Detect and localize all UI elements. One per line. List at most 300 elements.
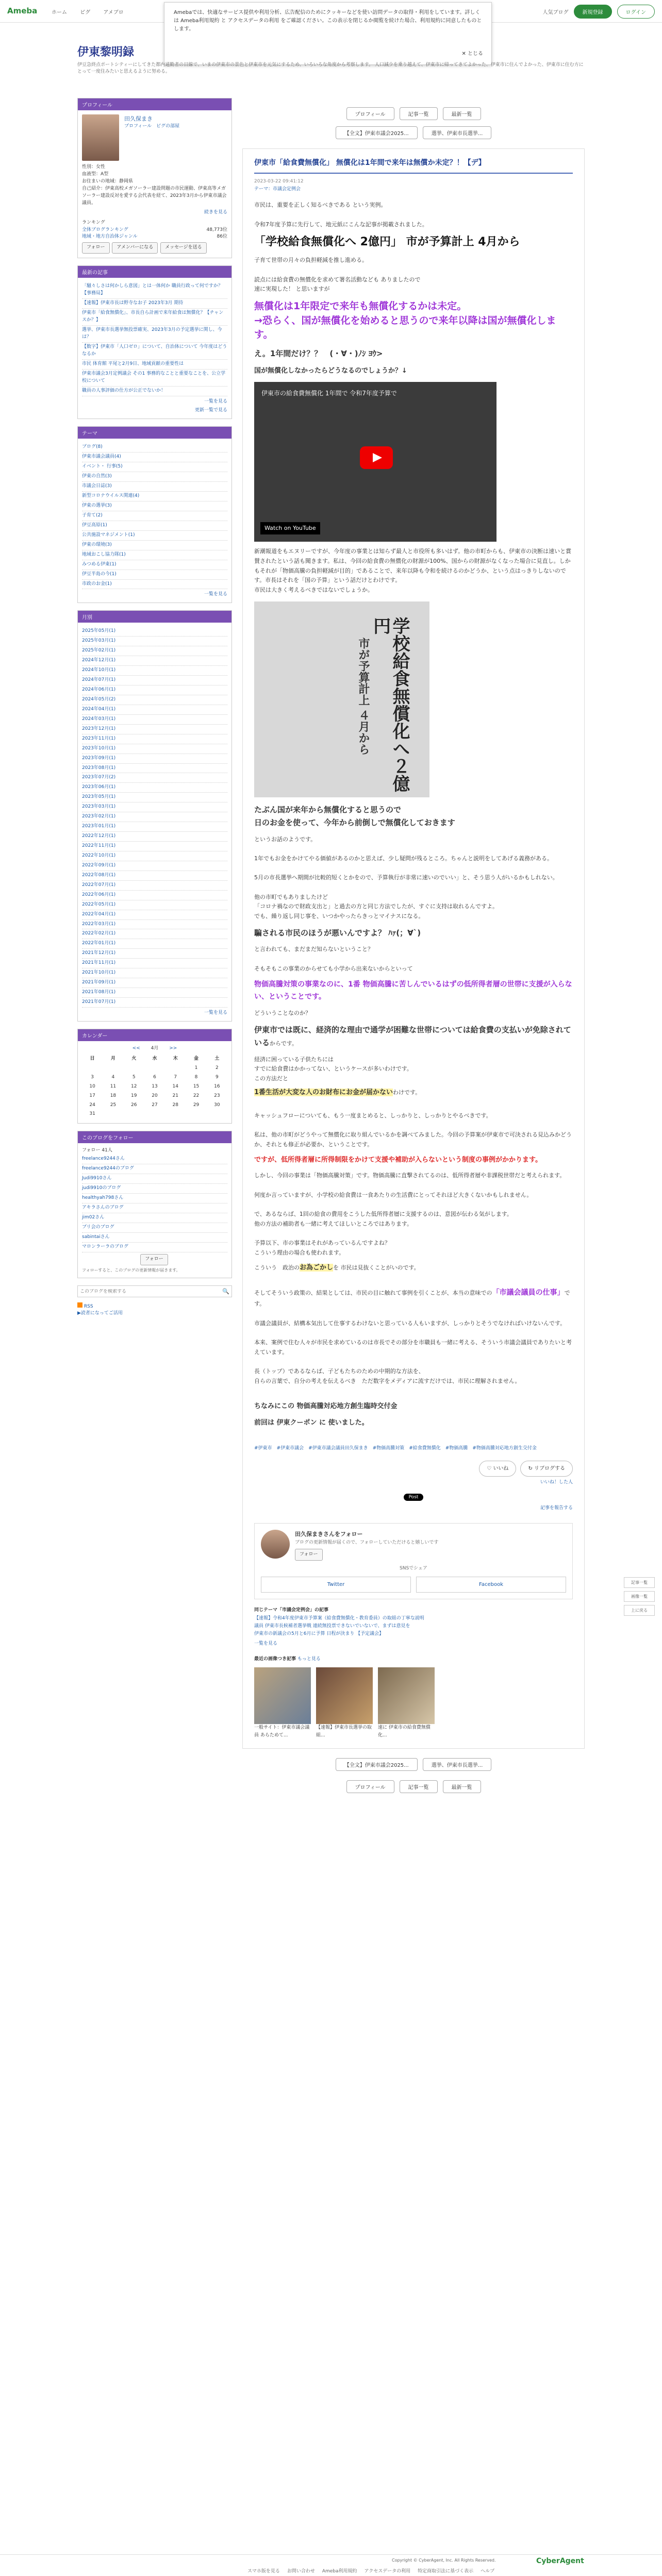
play-icon[interactable] xyxy=(360,446,393,469)
calendar-day: 9 xyxy=(215,1074,219,1080)
clipping-subhead: 市が予算計上 ４月から xyxy=(357,637,370,755)
share-twitter-button[interactable]: Twitter xyxy=(261,1577,411,1593)
calendar-day xyxy=(144,1064,165,1073)
article-text: と言われても、まだまだ知らないということ？ xyxy=(254,946,373,953)
follower-item[interactable]: freelance9244のブログ xyxy=(82,1164,227,1174)
related-posts xyxy=(254,1607,573,1648)
article-text: 予算以下、市の事業はそれがあっているんですよね？ こういう理由の場合も使われます。 xyxy=(254,1240,390,1256)
calendar-day: 17 xyxy=(89,1093,95,1098)
article xyxy=(242,148,585,1749)
theme-item[interactable]: 伊豆半島の今(1) xyxy=(82,570,227,580)
calendar-day: 3 xyxy=(91,1074,94,1080)
calendar-day: 14 xyxy=(172,1083,178,1089)
calendar-day: 10 xyxy=(89,1083,95,1089)
recent-item[interactable]: 【数字】伊東市「人口ゼロ」について、自治体について 今年度はどうなるか xyxy=(82,343,227,360)
archive-item[interactable]: 2023年06月(1) xyxy=(82,783,227,793)
top-actions xyxy=(543,5,655,19)
popular-thumb[interactable] xyxy=(316,1667,373,1740)
video-title: 伊東市の給食費無償化 1年間で 令和7年度予算で xyxy=(261,390,397,397)
highlight-suffix: わけです。 xyxy=(393,1089,421,1096)
share-facebook-button[interactable]: Facebook xyxy=(416,1577,566,1593)
article-text: です。 xyxy=(254,1290,570,1308)
rss-sub[interactable]: ▶︎読者になってご活用 xyxy=(77,1311,123,1316)
calendar-prev[interactable]: << xyxy=(132,1045,140,1051)
cookie-text: Amebaでは、快適なサービス提供や利用分析、広告配信のためにクッキーなどを使い訪問データの取得・利用をしています。詳しくは Ameba利用規約 と アクセスデータの利用 をご確認ください。この表示を閉じるか閲覧を続けた場合、利用規約に同意したものとします。 xyxy=(174,10,482,32)
calendar-table xyxy=(82,1055,227,1119)
signup-button[interactable]: 新規登録 xyxy=(574,5,612,19)
clipping-headline: 学校給食無償化へ２億円 xyxy=(370,616,410,792)
floating-side-tools xyxy=(624,1577,655,1619)
ameba-logo[interactable]: Ameba xyxy=(7,6,38,15)
theme-item[interactable]: 伊東市議会議員(4) xyxy=(82,453,227,462)
calendar-day: 19 xyxy=(130,1093,137,1098)
article-theme[interactable]: テーマ：市議会定例会 xyxy=(254,187,301,192)
theme-item[interactable]: イベント・ 行事(5) xyxy=(82,462,227,472)
footer-link[interactable]: スマホ版を見る xyxy=(247,2569,280,2574)
followers-follow-button[interactable]: フォロー xyxy=(140,1254,168,1265)
bottom-prev-link[interactable]: 【全文】伊東市議会2025... xyxy=(336,1758,418,1771)
article-text: 子育て世帯の月々の負担軽減を推し進める。 xyxy=(254,257,368,264)
article-text: 新潮報道をもエヌリーですが、今年度の事業とは知らず最人と市役所も多いはず。他の市町からも、伊東市の決断は速いと賞賛されたという話も聞きます。私は、今回の給食費の無償化の財源が100%、国からの財源がなくなった場合に見直し。しかもそれが「物価高騰の負担軽減が目的」であることで、来年以降も令和を続けるのかどうか、という点はっきりしないのです。市長はそれを「国の予算」という話だけとわけです。 xyxy=(254,548,572,584)
archive-item[interactable]: 2022年04月(1) xyxy=(82,910,227,920)
archive-item[interactable]: 2022年05月(1) xyxy=(82,900,227,910)
follower-item[interactable]: アキラさんのブログ xyxy=(82,1203,227,1213)
archive-item[interactable]: 2023年10月(1) xyxy=(82,744,227,754)
article-text: 市民は大きく考えるべきではないでしょうか。 xyxy=(254,586,373,593)
theme-item[interactable]: 新型コロナウイルス関連(4) xyxy=(82,492,227,501)
follower-item[interactable]: ブリ会のブログ xyxy=(82,1223,227,1233)
main-column xyxy=(242,98,585,1802)
archive-item[interactable]: 2023年07月(2) xyxy=(82,773,227,783)
profile-more-link[interactable]: 続きを見る xyxy=(204,209,227,215)
rank-genre-label[interactable]: 地域・地方自治体ジャンル xyxy=(82,234,138,240)
calendar-day: 23 xyxy=(214,1093,220,1098)
thumb-image xyxy=(254,1667,311,1724)
article-text: 本来、案例で住む人々が市民を求めているのは市長でその部分を市職員も一緒に考える、そういう市議会議員でありたいと考えています。 xyxy=(254,1339,572,1356)
article-text: 私は、他の市町がどうやって無償化に取り組んでいるかを調べてみました。今回の予算案が伊東市で可決される見込みかどうか、それとも修正が必要か、ということです。 xyxy=(254,1131,572,1148)
side-back-to-top[interactable]: 上に戻る xyxy=(624,1605,655,1616)
article-text: しかし、今回の事業は「物価高騰対策」です。物価高騰に直撃されてるのは、低所得者層や非課税世帯だと考えられます。 xyxy=(254,1172,566,1179)
popular-images xyxy=(254,1655,573,1740)
archive-item[interactable]: 2022年07月(1) xyxy=(82,881,227,891)
top-nav xyxy=(52,8,135,15)
blog-search-input[interactable] xyxy=(80,1289,220,1294)
prev-next-nav xyxy=(242,126,585,139)
article-title[interactable]: 伊東市「給食費無償化」 無償化は1年間で来年は無償か未定？！【デ】 xyxy=(254,157,573,174)
profile-avatar[interactable] xyxy=(82,114,119,161)
toolbar-profile[interactable]: プロフィール xyxy=(346,107,394,120)
theme-item[interactable]: 市議会日誌(3) xyxy=(82,482,227,492)
thumb-caption: 速に 伊東市の給食費無償化... xyxy=(378,1725,431,1738)
archive-item[interactable]: 2022年09月(1) xyxy=(82,861,227,871)
follower-item[interactable]: healthyah798さん xyxy=(82,1194,227,1203)
archive-item[interactable]: 2022年12月(1) xyxy=(82,832,227,842)
profile-bloodtype: 血液型：A型 xyxy=(82,171,109,177)
follower-item[interactable]: sabintaiさん xyxy=(82,1233,227,1243)
bottom-prev-next xyxy=(242,1758,585,1771)
archive-item[interactable]: 2023年01月(1) xyxy=(82,822,227,832)
calendar-day: 30 xyxy=(214,1102,220,1108)
like-button[interactable]: ♡ いいね xyxy=(479,1461,516,1477)
article-text: 読点には給食費の無償化を求めて署名活動なども ありましたので xyxy=(254,276,421,283)
theme-item[interactable]: 伊豆高原(1) xyxy=(82,521,227,531)
calendar-day: 11 xyxy=(110,1083,117,1089)
article-emphasis: ちなみにこの 物価高騰対応地方創生臨時交付金 xyxy=(254,1402,398,1411)
bold-text: 伊東市では既に、経済的な理由で通学が困難な世帯については給食費の支払いが免除されている xyxy=(254,1025,571,1048)
calendar-day xyxy=(207,1110,227,1119)
archive-item[interactable]: 2023年05月(1) xyxy=(82,793,227,802)
recent-feed-link[interactable]: 更新一覧で見る xyxy=(194,408,227,413)
article-heading2: たぶん国が来年から無償化すると思うので 日のお金を使って、今年から前倒しで無償化しておきます xyxy=(254,805,455,828)
archive-item[interactable]: 2024年10月(1) xyxy=(82,666,227,676)
calendar-day xyxy=(124,1110,144,1119)
archive-item[interactable]: 2024年03月(1) xyxy=(82,715,227,725)
archive-item[interactable]: 2024年05月(2) xyxy=(82,695,227,705)
archive-item[interactable]: 2022年11月(1) xyxy=(82,842,227,851)
calendar-box xyxy=(77,1029,232,1124)
archive-item[interactable]: 2021年09月(1) xyxy=(82,978,227,988)
follower-item[interactable]: judi9910のブログ xyxy=(82,1184,227,1194)
theme-item[interactable]: 伊東の環境(3) xyxy=(82,541,227,550)
hashtag-link[interactable]: #伊東市議会議員田久保まき xyxy=(308,1446,373,1451)
calendar-day: 7 xyxy=(174,1074,177,1080)
recent-item[interactable]: 選挙、伊東市長選挙無投票確実、2023年3月の予定選挙に関し、今は？ xyxy=(82,326,227,343)
calendar-day: 29 xyxy=(193,1102,200,1108)
archive-item[interactable]: 2022年06月(1) xyxy=(82,891,227,900)
footer-copyright: Copyright © CyberAgent, Inc. All Rights Reserved. xyxy=(392,2558,496,2563)
rss-icon xyxy=(77,1302,82,1308)
archive-item[interactable]: 2023年09月(1) xyxy=(82,754,227,764)
archive-item[interactable]: 2021年11月(1) xyxy=(82,959,227,968)
profile-heading: プロフィール xyxy=(78,98,231,110)
followers-note: フォローすると、このブログの更新情報が届きます。 xyxy=(82,1267,180,1273)
article-toolbar xyxy=(242,107,585,120)
footer-link[interactable]: Ameba利用規約 xyxy=(322,2569,357,2574)
article-text: どういうことなのか？ xyxy=(254,1010,311,1017)
calendar-day xyxy=(186,1110,206,1119)
archive-item[interactable]: 2021年12月(1) xyxy=(82,949,227,959)
archive-item[interactable]: 2022年10月(1) xyxy=(82,851,227,861)
rank-overall-label[interactable]: 全体ブログランキング xyxy=(82,227,128,232)
footer-link[interactable]: アクセスデータの利用 xyxy=(364,2569,411,2574)
follow-card xyxy=(254,1523,573,1600)
bottom-posts[interactable]: 記事一覧 xyxy=(400,1780,438,1793)
archive-item[interactable]: 2023年08月(1) xyxy=(82,764,227,774)
archive-item[interactable]: 2024年12月(1) xyxy=(82,656,227,666)
footer-link[interactable]: お問い合わせ xyxy=(287,2569,315,2574)
nav-pig[interactable]: ピグ xyxy=(80,10,91,15)
calendar-day: 28 xyxy=(172,1102,178,1108)
side-image-list[interactable]: 画像一覧 xyxy=(624,1591,655,1602)
calendar-day: 31 xyxy=(89,1111,95,1117)
article-question: 国が無償化しなかったらどうなるのでしょうか？↓ xyxy=(254,367,407,375)
follow-card-button[interactable]: フォロー xyxy=(295,1549,323,1561)
calendar-day: 20 xyxy=(152,1093,158,1098)
bottom-latest[interactable]: 最新一覧 xyxy=(443,1780,481,1793)
article-text: で、あるならば、1回の給食の費用をこうした低所得者層に支援するのは、意図が伝わる気がします。 他の方法の補助者も一緒に考えてほしいところではあります。 xyxy=(254,1211,512,1227)
thumb-caption: 【速報】伊東市長選挙の取組... xyxy=(316,1725,372,1738)
calendar-day: 1 xyxy=(194,1065,198,1070)
archive-item[interactable]: 2022年08月(1) xyxy=(82,871,227,881)
article-emphasis xyxy=(254,1024,573,1050)
article-text: そもそもこの事業のからせても小学から出来ないからといって xyxy=(254,965,413,972)
yellow-highlight: 1番生活が大変な人のお財布にお金が届かない xyxy=(254,1088,393,1096)
calendar-day: 8 xyxy=(194,1074,198,1080)
thumb-image xyxy=(316,1667,373,1724)
article-date: 2023-03-22 09:41:12 xyxy=(254,178,304,184)
related-heading: 同じテーマ「市議会定例会」の記事 xyxy=(254,1608,329,1613)
yellow-highlight: お為ごかし xyxy=(300,1263,334,1272)
thumb-image xyxy=(378,1667,435,1724)
hashtag-link[interactable]: #物価高騰対策 xyxy=(372,1446,409,1451)
archive-item[interactable]: 2021年10月(1) xyxy=(82,968,227,978)
calendar-dow: 金 xyxy=(194,1056,199,1061)
rank-genre-value: 86位 xyxy=(217,234,227,240)
recent-item[interactable]: 職員の人事評価の仕方が公正でないか！ xyxy=(82,387,227,396)
hashtag-link[interactable]: #伊東市議会 xyxy=(276,1446,309,1451)
cyberagent-logo[interactable]: CyberAgent xyxy=(536,2557,584,2565)
hashtag-link[interactable]: #物価高騰 xyxy=(445,1446,473,1451)
archive-item[interactable]: 2023年12月(1) xyxy=(82,725,227,734)
x-post-button[interactable]: Post xyxy=(404,1494,424,1501)
liked-users-link[interactable]: いいね！した人 xyxy=(540,1480,573,1485)
article-headline: 「学校給食無償化へ 2億円」 市が予算計上 4月から xyxy=(254,236,520,249)
archive-item[interactable]: 2022年02月(1) xyxy=(82,929,227,939)
calendar-day: 4 xyxy=(111,1074,115,1080)
follower-item[interactable]: マロンラーラのブログ xyxy=(82,1243,227,1252)
follow-button[interactable]: フォロー xyxy=(82,242,110,254)
archive-item[interactable]: 2024年07月(1) xyxy=(82,676,227,685)
calendar-day: 24 xyxy=(89,1102,95,1108)
calendar-day xyxy=(144,1110,165,1119)
theme-heading: テーマ xyxy=(78,427,231,439)
share-label: SNSでシェア xyxy=(400,1565,427,1571)
calendar-dow: 木 xyxy=(173,1056,178,1061)
search-icon[interactable]: 🔍 xyxy=(222,1288,229,1295)
newspaper-clipping-image[interactable] xyxy=(254,601,429,797)
popular-thumb[interactable] xyxy=(254,1667,311,1740)
calendar-month: 4月 xyxy=(151,1045,159,1051)
side-post-list[interactable]: 記事一覧 xyxy=(624,1577,655,1588)
calendar-day: 21 xyxy=(172,1093,178,1098)
calendar-day: 27 xyxy=(152,1102,158,1108)
calendar-day: 26 xyxy=(130,1102,137,1108)
calendar-day: 16 xyxy=(214,1083,220,1089)
archive-item[interactable]: 2021年07月(1) xyxy=(82,998,227,1008)
article-text: 5月の市長選挙へ期間が比較的短くとかをので、予算執行が非常に速いのでいい」と、そう思う人がいるかもしれない。 xyxy=(254,874,558,881)
archive-more-link[interactable]: 一覧を見る xyxy=(204,1010,227,1015)
popular-thumb[interactable] xyxy=(378,1667,435,1740)
article-text: 1年でもお金をかけてやる価値があるのかと思えば、少し疑問が残るところ。ちゃんと説明をしてあげる義務がある。 xyxy=(254,855,553,862)
nav-home[interactable]: ホーム xyxy=(52,10,67,15)
hashtag-link[interactable]: #伊東市 xyxy=(254,1446,277,1451)
archive-item[interactable]: 2023年11月(1) xyxy=(82,734,227,744)
bottom-profile[interactable]: プロフィール xyxy=(346,1780,394,1793)
recent-posts-box xyxy=(77,265,232,419)
followers-heading: このブログをフォロー xyxy=(78,1131,231,1143)
related-item[interactable]: 伊東市の新議会の5月と6月に予算 日程が決まり 【予定議会】 xyxy=(254,1631,384,1637)
archive-item[interactable]: 2025年03月(1) xyxy=(82,637,227,646)
profile-links[interactable]: プロフィール ピグの部屋 xyxy=(124,124,180,129)
calendar-dow: 火 xyxy=(131,1056,137,1061)
theme-item[interactable]: 伊東の自然(3) xyxy=(82,472,227,482)
article-text: 長（トップ）であるならば、子どもたちのための中期的な方法を、 自らの言葉で、自分の考えを伝えるべき ただ数字をメディアに流すだけでは、市民に理解されません。 xyxy=(254,1367,521,1384)
followers-box xyxy=(77,1131,232,1278)
followers-count[interactable]: フォロー 41人 xyxy=(82,1148,112,1153)
calendar-dow: 月 xyxy=(110,1056,115,1061)
archive-heading: 月別 xyxy=(78,611,231,623)
youtube-embed[interactable] xyxy=(254,382,496,542)
popular-blog-link[interactable]: 人気ブログ xyxy=(542,10,569,15)
article-text: 市民は、重要を正しく知るべきである という実例。 xyxy=(254,202,387,209)
footer-link[interactable]: ヘルプ xyxy=(481,2569,495,2574)
next-post-link[interactable]: 選挙、伊東市長選挙... xyxy=(423,126,492,139)
theme-item[interactable]: 公共施設マネジメント(1) xyxy=(82,531,227,541)
article-text: 令和7年度予算に先行して、地元紙にこんな記事が掲載されました。 xyxy=(254,221,428,228)
rank-overall-value: 48,773位 xyxy=(206,227,227,232)
article-quote: 騙される市民のほうが悪いんですよ？ ﾊｧ(；∀`) xyxy=(254,928,421,938)
article-text: 何度か言っていますが、小学校の給食費は一食あたりの生活費にとってそれほど大きくないかもしれません。 xyxy=(254,1191,533,1198)
archive-item[interactable]: 2025年05月(1) xyxy=(82,627,227,637)
red-highlight: ですが、低所得者層に所得制限をかけて支援や補助が入らないという制度の事例がかかります。 xyxy=(254,1156,542,1164)
amember-button[interactable]: アメンバーになる xyxy=(112,242,158,254)
archive-item[interactable]: 2024年06月(1) xyxy=(82,685,227,695)
cookie-close-button[interactable]: ✕ とじる xyxy=(461,51,483,57)
toolbar-latest[interactable]: 最新一覧 xyxy=(443,107,481,120)
article-emphasis: え。1年間だけ？？ (・∀・)ﾉｼ ﾖｳ> xyxy=(254,348,383,358)
calendar-day: 12 xyxy=(130,1083,137,1089)
profile-gender: 性別：女性 xyxy=(82,164,106,170)
blog-description: 伊豆急終点ポートシティーにしてきた都内通勤者の目線で、いまの伊東市の景色と伊東市を元気にするため、いろいろな角度から考察します。 人口減少を乗り越えて、伊東市に帰ってきてよかった、伊東市に住んでよかった、伊東市に住む方にとって一度住みたいと思えるように努める。 xyxy=(77,62,584,74)
article-text: を 市民は見抜くことがいのです。 xyxy=(333,1264,420,1271)
popular-more-link[interactable]: もっと見る xyxy=(297,1656,321,1662)
calendar-heading: カレンダー xyxy=(78,1029,231,1041)
followers-list xyxy=(82,1155,227,1252)
recent-more-link[interactable]: 一覧を見る xyxy=(204,398,227,404)
purple-highlight: 無償化は1年限定で来年も無償化するかは未定。 →恐らく、国が無償化を始めると思うので来年以降は国が無償化します。 xyxy=(254,300,556,341)
article-text: 市議会議員が、結構本気出して仕事するわけないと思っている人もいますが、しっかりとそうでなければいけないんです。 xyxy=(254,1319,566,1327)
calendar-day: 18 xyxy=(110,1093,117,1098)
archive-item[interactable]: 2023年02月(1) xyxy=(82,812,227,822)
reblog-button[interactable]: ↻ リブログする xyxy=(520,1461,573,1477)
article-text: というお話のようです。 xyxy=(254,835,317,843)
recent-item[interactable]: 伊東市議会3月定例議会 その1 事務的なことと重要なことを、公立学校について xyxy=(82,370,227,387)
calendar-day: 25 xyxy=(110,1102,117,1108)
nav-ameblo[interactable]: アメブロ xyxy=(103,10,124,15)
login-button[interactable]: ログイン xyxy=(617,5,655,19)
prev-post-link[interactable]: 【全文】伊東市議会2025... xyxy=(336,126,418,139)
hashtag-list xyxy=(254,1444,573,1452)
calendar-day xyxy=(103,1064,123,1073)
calendar-day xyxy=(165,1064,186,1073)
blog-title[interactable]: 伊東黎明録 xyxy=(77,46,135,59)
hashtag-link[interactable]: #給食費無償化 xyxy=(409,1446,445,1451)
calendar-day: 15 xyxy=(193,1083,200,1089)
related-item[interactable]: 議員 伊東市長候補者選挙戦 連続無投票できないでいないで、まずは意見を xyxy=(254,1623,410,1629)
like-label: いいね xyxy=(493,1466,509,1472)
theme-item[interactable]: 地域おこし協力隊(1) xyxy=(82,550,227,560)
archive-list xyxy=(82,627,227,1008)
article-text: こういう 政治の xyxy=(254,1264,300,1271)
follow-sub: ブログの更新情報が届くので、フォローしていただけると嬉しいです xyxy=(295,1540,439,1546)
watch-on-youtube[interactable]: Watch on YouTube xyxy=(260,522,320,535)
calendar-day: 22 xyxy=(193,1093,200,1098)
archive-item[interactable]: 2023年03月(1) xyxy=(82,802,227,812)
article-text: 速に実現した！ と思いますが xyxy=(254,286,330,293)
article-emphasis: 前回は 伊東クーポン に 使いました。 xyxy=(254,1419,369,1427)
archive-item[interactable]: 2024年04月(1) xyxy=(82,705,227,715)
article-text: 経済に困っている子供たちには すでに給食費はかかってない、というケースが多いわけです。 この方法だと xyxy=(254,1056,412,1082)
article-text: そしてそういう政策の、結果としては、市民の目に触れて事例を引くことが、本当の意味での xyxy=(254,1290,492,1297)
follow-title: 田久保まきさんをフォロー xyxy=(295,1530,363,1537)
recent-item[interactable]: 市民 体育館 平尾と2月9日、地域貢献の重要性は xyxy=(82,360,227,370)
follower-item[interactable]: Judi9910さん xyxy=(82,1174,227,1184)
report-link[interactable]: 記事を報告する xyxy=(540,1506,573,1511)
theme-more-link[interactable]: 一覧を見る xyxy=(204,592,227,597)
theme-box xyxy=(77,426,232,603)
message-button[interactable]: メッセージを送る xyxy=(160,242,206,254)
calendar-day xyxy=(165,1110,186,1119)
archive-item[interactable]: 2025年02月(1) xyxy=(82,646,227,656)
calendar-day: 5 xyxy=(132,1074,136,1080)
follower-item[interactable]: jim02さん xyxy=(82,1213,227,1223)
calendar-dow: 土 xyxy=(214,1056,220,1061)
theme-item[interactable]: 伊東の選挙(3) xyxy=(82,501,227,511)
recent-item[interactable]: 【速報】伊東市長は野寺なお子 2023年3月 期待 xyxy=(82,299,227,309)
rss-link[interactable]: RSS xyxy=(84,1304,93,1310)
toolbar-posts[interactable]: 記事一覧 xyxy=(400,107,438,120)
recent-heading: 最新の記事 xyxy=(78,266,231,278)
recent-item[interactable]: 「騒々しさは何かしら意図」とは一体何か 職員行政って何ですか？【事務局】 xyxy=(82,282,227,299)
popular-heading: 最近の画像つき記事 xyxy=(254,1656,296,1662)
follower-item[interactable]: freelance9244さん xyxy=(82,1155,227,1164)
purple-highlight: 物価高騰対策の事業なのに、1番 物価高騰に苦しんでいるはずの低所得者層の世帯に支援が入らない、ということです。 xyxy=(254,980,572,1001)
cookie-banner xyxy=(164,2,492,65)
purple-highlight: 「市議会議員の仕事」 xyxy=(492,1289,565,1297)
related-item[interactable]: 【速報】令和4年度伊東市予算案（給食費無償化・教育委員）の取組の丁寧な説明 xyxy=(254,1615,424,1621)
blog-search xyxy=(77,1285,232,1297)
recent-item[interactable]: 伊東市「給食無償化」、市長自ら計画で来年給食は無償化？【チャンスか？】 xyxy=(82,309,227,326)
archive-item[interactable]: 2022年01月(1) xyxy=(82,939,227,949)
profile-name[interactable]: 田久保まき xyxy=(124,115,153,122)
bold-text-suffix: からです。 xyxy=(270,1040,298,1047)
profile-location: お住まいの地域：静岡県 xyxy=(82,178,134,184)
follow-avatar[interactable] xyxy=(261,1530,290,1559)
calendar-dow: 日 xyxy=(90,1056,95,1061)
footer-link[interactable]: 特定商取引法に基づく表示 xyxy=(418,2569,474,2574)
theme-item[interactable]: 市政のお金(1) xyxy=(82,580,227,590)
hashtag-link[interactable]: #物価高騰対応地方創生交付金 xyxy=(472,1446,541,1451)
related-more-link[interactable]: 一覧を見る xyxy=(254,1641,278,1647)
calendar-dow: 水 xyxy=(152,1056,157,1061)
theme-item[interactable]: ブログ(8) xyxy=(82,443,227,453)
theme-item[interactable]: 子育て(2) xyxy=(82,511,227,521)
bottom-next-link[interactable]: 選挙、伊東市長選挙... xyxy=(423,1758,492,1771)
footer-links xyxy=(247,2567,494,2574)
like-row xyxy=(254,1461,573,1477)
archive-item[interactable]: 2022年03月(1) xyxy=(82,920,227,930)
cookie-close-label: とじる xyxy=(468,51,483,57)
ranking-label: ランキング xyxy=(82,220,105,225)
article-text: 他の市町でもありましたけど 「コロナ禍なので財政支出と」と過去の方と同じ方法でしたが、すぐに支持は取れるんですよ。 でも、繰り返し同じ事を、いつかやったらきっとマイナスになる。 xyxy=(254,893,498,920)
theme-item[interactable]: みつめる伊東(1) xyxy=(82,560,227,570)
calendar-day xyxy=(82,1064,103,1073)
calendar-next[interactable]: >> xyxy=(169,1045,177,1051)
calendar-day: 13 xyxy=(152,1083,158,1089)
calendar-day xyxy=(103,1110,123,1119)
archive-item[interactable]: 2021年08月(1) xyxy=(82,988,227,998)
thumb-caption: 一般サイト：伊東市議会議員 あらためて... xyxy=(254,1725,310,1738)
